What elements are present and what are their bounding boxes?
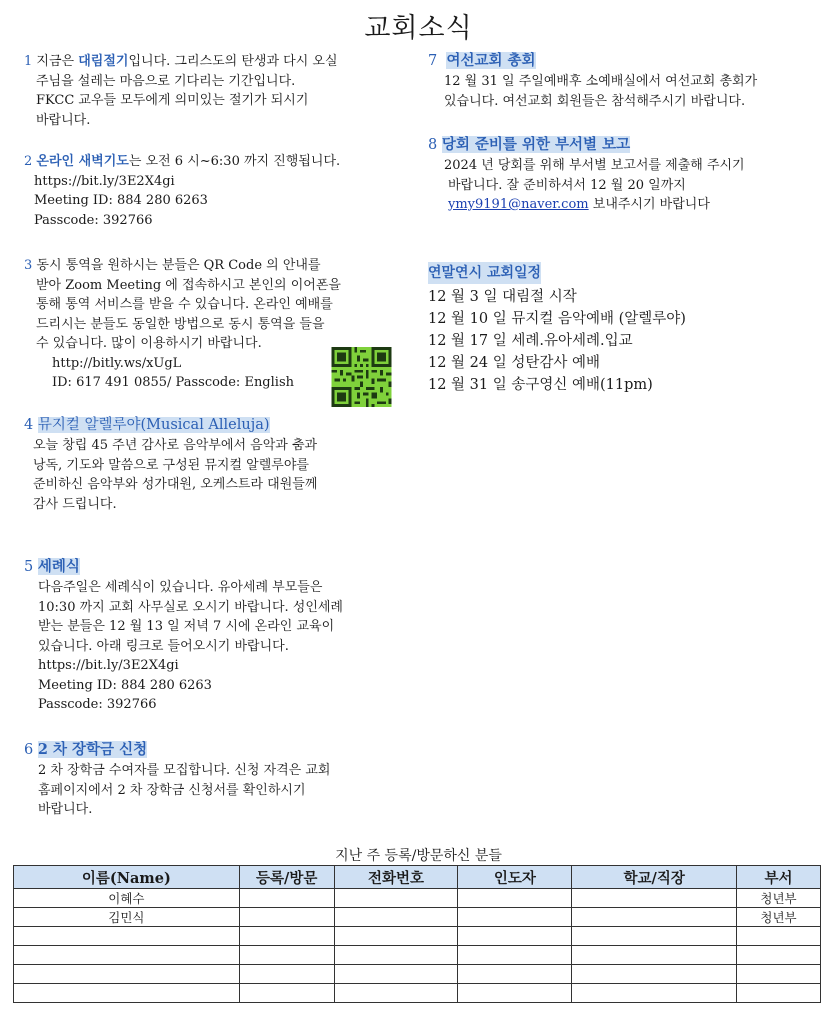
table-cell — [458, 984, 572, 1003]
body-text: 보내주시기 바랍니다 — [588, 197, 710, 212]
table-cell — [458, 889, 572, 908]
table-cell — [239, 927, 334, 946]
schedule-entry: 12 월 31 일 송구영신 예배(11pm) — [428, 377, 653, 393]
table-row — [14, 965, 821, 984]
schedule-entry: 12 월 17 일 세례.유아세례.입교 — [428, 333, 633, 349]
body-line: 2024 년 당회를 위해 부서별 보고서를 제출해 주시기 — [444, 158, 745, 173]
news-item-4 — [24, 414, 424, 514]
visitors-table — [13, 865, 821, 1003]
zoom-link[interactable]: https://bit.ly/3E2X4gi — [34, 173, 175, 189]
interpretation-id: ID: 617 491 0855/ Passcode: English — [52, 375, 294, 390]
schedule-entry: 12 월 3 일 대림절 시작 — [428, 289, 577, 305]
news-item-6 — [24, 739, 424, 820]
item-heading: 당회 준비를 위한 부서별 보고 — [441, 136, 631, 153]
item-number: 7 — [428, 53, 438, 69]
advent-highlight: 대림절기 — [78, 54, 129, 69]
body-line: 바랍니다. — [38, 802, 93, 817]
table-cell — [239, 965, 334, 984]
body-line: 준비하신 음악부와 성가대원, 오케스트라 대원들께 — [33, 477, 318, 492]
visitors-title: 지난 주 등록/방문하신 분들 — [335, 848, 502, 864]
item-text: 입니다. 그리스도의 탄생과 다시 오실 — [128, 54, 338, 69]
item-number: 3 — [24, 258, 33, 273]
page-title: 교회소식 — [364, 13, 473, 44]
body-line: 수 있습니다. 많이 이용하시기 바랍니다. — [36, 336, 262, 351]
table-cell — [458, 965, 572, 984]
column-header: 학교/직장 — [572, 866, 737, 889]
item-text: 지금은 — [36, 54, 79, 69]
body-line: 바랍니다. — [36, 112, 91, 128]
table-row — [14, 908, 821, 927]
table-cell — [572, 927, 737, 946]
schedule-entry: 12 월 24 일 성탄감사 예배 — [428, 355, 601, 371]
item-heading: 여선교회 총회 — [446, 52, 536, 69]
table-cell — [14, 984, 240, 1003]
table-cell — [572, 984, 737, 1003]
item-heading: 2 차 장학금 신청 — [37, 741, 148, 758]
zoom-link[interactable]: https://bit.ly/3E2X4gi — [38, 658, 179, 673]
table-cell — [737, 946, 821, 965]
table-row — [14, 984, 821, 1003]
body-line: 오늘 창립 45 주년 감사로 음악부에서 음악과 춤과 — [33, 438, 318, 453]
item-number: 5 — [24, 559, 34, 575]
table-cell — [334, 927, 458, 946]
table-cell — [334, 965, 458, 984]
item-number: 8 — [428, 137, 438, 153]
table-cell — [239, 946, 334, 965]
body-line: FKCC 교우들 모두에게 의미있는 절기가 되시기 — [36, 93, 309, 108]
table-cell — [334, 889, 458, 908]
passcode: Passcode: 392766 — [38, 697, 157, 712]
item-text: 동시 통역을 원하시는 분들은 QR Code 의 안내를 — [36, 258, 321, 273]
body-line: 주님을 설레는 마음으로 기다리는 기간입니다. — [36, 73, 296, 89]
table-cell — [458, 927, 572, 946]
body-line: 2 차 장학금 수여자를 모집합니다. 신청 자격은 교회 — [38, 763, 331, 778]
table-cell — [239, 984, 334, 1003]
body-line: 드리시는 분들도 동일한 방법으로 동시 통역을 들을 — [36, 316, 325, 332]
meeting-id: Meeting ID: 884 280 6263 — [34, 193, 208, 208]
table-cell — [572, 946, 737, 965]
body-line: 10:30 까지 교회 사무실로 오시기 바랍니다. 성인세례 — [38, 599, 343, 615]
table-cell — [737, 965, 821, 984]
interpretation-link[interactable]: http://bitly.ws/xUgL — [52, 355, 182, 371]
table-row — [14, 946, 821, 965]
table-cell: 김민식 — [14, 908, 240, 927]
table-cell — [239, 908, 334, 927]
table-cell — [458, 908, 572, 927]
schedule-entry: 12 월 10 일 뮤지컬 음악예배 (알렐루야) — [428, 311, 686, 327]
news-item-8 — [428, 134, 828, 215]
table-cell — [458, 946, 572, 965]
table-cell: 이혜수 — [14, 889, 240, 908]
table-cell — [334, 946, 458, 965]
table-cell — [14, 946, 240, 965]
table-cell — [572, 889, 737, 908]
meeting-id: Meeting ID: 884 280 6263 — [38, 677, 212, 693]
body-line: 바랍니다. 잘 준비하셔서 12 월 20 일까지 — [448, 177, 686, 193]
column-header: 이름(Name) — [14, 866, 240, 889]
body-line: 통해 통역 서비스를 받을 수 있습니다. 온라인 예배를 — [36, 297, 333, 312]
table-cell — [737, 984, 821, 1003]
table-header-row — [14, 866, 821, 889]
table-row — [14, 927, 821, 946]
body-line: 낭독, 기도와 말씀으로 구성된 뮤지컬 알렐루야를 — [33, 457, 309, 473]
body-line: 12 월 31 일 주일예배후 소예배실에서 여선교회 총회가 — [444, 74, 758, 89]
passcode: Passcode: 392766 — [34, 212, 153, 228]
news-item-2 — [24, 152, 424, 230]
table-cell — [14, 927, 240, 946]
body-line: 받아 Zoom Meeting 에 접속하시고 본인의 이어폰을 — [36, 277, 341, 293]
column-header: 전화번호 — [334, 866, 458, 889]
table-cell — [572, 965, 737, 984]
news-item-7 — [428, 50, 828, 111]
item-number: 2 — [24, 154, 33, 169]
item-heading: 뮤지컬 알렐루야(Musical Alleluja) — [37, 417, 270, 433]
table-cell: 청년부 — [737, 889, 821, 908]
table-cell — [239, 889, 334, 908]
item-text: 는 오전 6 시~6:30 까지 진행됩니다. — [128, 154, 341, 169]
column-header: 부서 — [737, 866, 821, 889]
schedule-heading: 연말연시 교회일정 — [428, 262, 541, 284]
table-cell: 청년부 — [737, 908, 821, 927]
news-item-5 — [24, 556, 424, 715]
column-header: 등록/방문 — [239, 866, 334, 889]
table-cell — [334, 984, 458, 1003]
email-link[interactable]: ymy9191@naver.com — [448, 197, 589, 212]
body-line: 받는 분들은 12 월 13 일 저녁 7 시에 온라인 교육이 — [38, 619, 335, 634]
table-row — [14, 889, 821, 908]
body-line: 홈페이지에서 2 차 장학금 신청서를 확인하시기 — [38, 782, 306, 798]
column-header: 인도자 — [458, 866, 572, 889]
body-line: 있습니다. 여선교회 회원들은 참석해주시기 바랍니다. — [444, 93, 746, 109]
year-end-schedule — [428, 262, 686, 396]
table-cell — [737, 927, 821, 946]
item-number: 6 — [24, 742, 34, 758]
table-cell — [14, 965, 240, 984]
body-line: 있습니다. 아래 링크로 들어오시기 바랍니다. — [38, 638, 289, 654]
item-heading: 온라인 새벽기도 — [36, 154, 129, 169]
table-cell — [572, 908, 737, 927]
table-cell — [334, 908, 458, 927]
body-line: 다음주일은 세례식이 있습니다. 유아세례 부모들은 — [38, 580, 323, 595]
qr-code-icon — [331, 347, 392, 407]
item-heading: 세례식 — [37, 558, 80, 575]
item-number: 4 — [24, 417, 34, 433]
news-item-1 — [24, 52, 414, 130]
body-line: 감사 드립니다. — [33, 496, 117, 512]
item-number: 1 — [24, 54, 33, 69]
